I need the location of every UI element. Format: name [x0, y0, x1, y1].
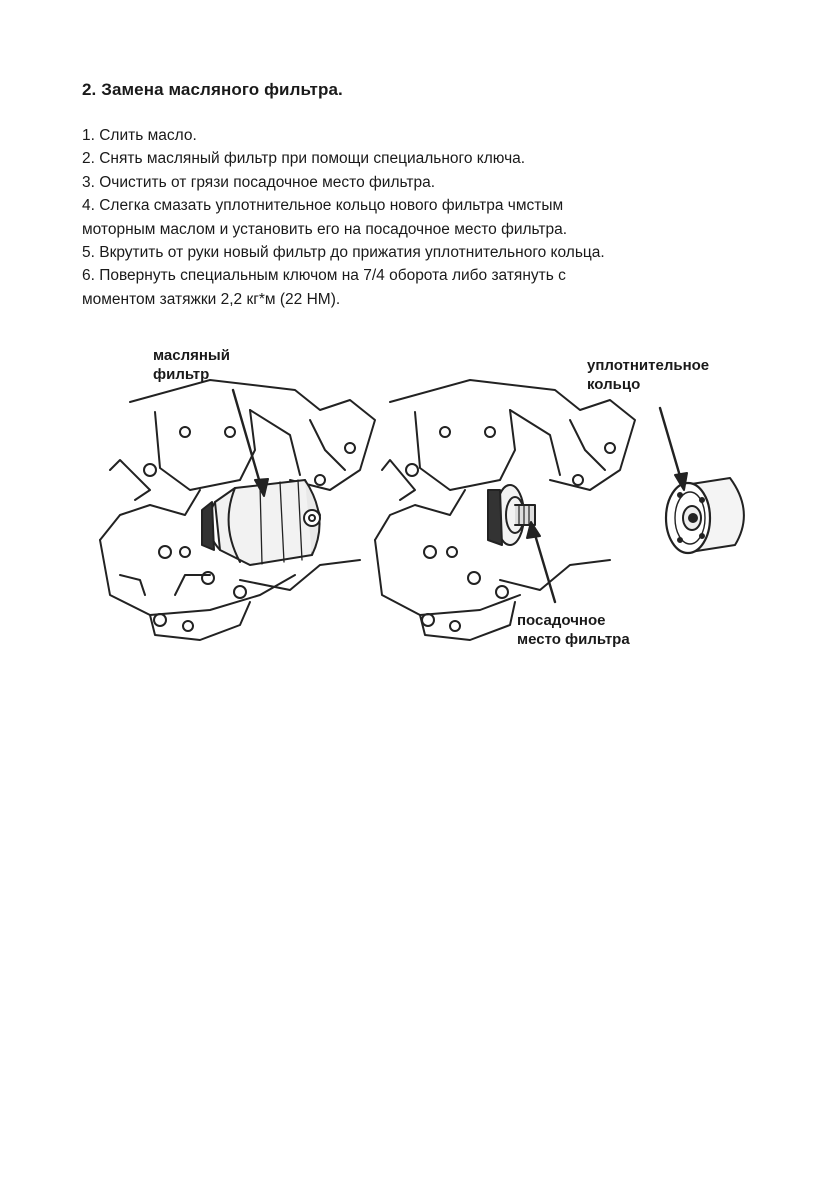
engine-with-filter-drawing	[100, 380, 375, 640]
step-line: моментом затяжки 2,2 кг*м (22 НМ).	[82, 290, 341, 308]
filter-seat-label-line: место фильтра	[517, 631, 630, 648]
step-line: 6. Повернуть специальным ключом на 7/4 оборота либо затянуть с	[82, 267, 566, 285]
filter-seat-label	[517, 611, 630, 649]
oil-filter-label	[153, 346, 230, 384]
seal-ring-label-line: уплотнительное	[587, 357, 710, 374]
engine-seat-drawing	[375, 380, 635, 640]
instruction-steps	[82, 124, 782, 311]
seal-ring-label	[587, 356, 709, 394]
oil-filter-label-line: масляный	[153, 347, 230, 364]
step-line: 1. Слить масло.	[82, 127, 197, 144]
oil-filter-illustration	[90, 340, 770, 670]
step-line: 3. Очистить от грязи посадочное место фильтра.	[82, 173, 435, 191]
step-line: 5. Вкрутить от руки новый фильтр до прижатия уплотнительного кольца.	[82, 244, 605, 262]
new-filter-drawing	[660, 408, 744, 553]
step-line: 4. Слегка смазать уплотнительное кольцо нового фильтра чмстым	[82, 197, 564, 215]
oil-filter-label-line: фильтр	[153, 366, 210, 383]
section-heading: 2. Замена масляного фильтра.	[82, 80, 343, 99]
filter-seat-label-line: посадочное	[517, 612, 606, 629]
step-line: 2. Снять масляный фильтр при помощи специального ключа.	[82, 150, 526, 168]
seal-ring-label-line: кольцо	[587, 376, 641, 393]
step-line: моторным маслом и установить его на посадочное место фильтра.	[82, 220, 568, 238]
